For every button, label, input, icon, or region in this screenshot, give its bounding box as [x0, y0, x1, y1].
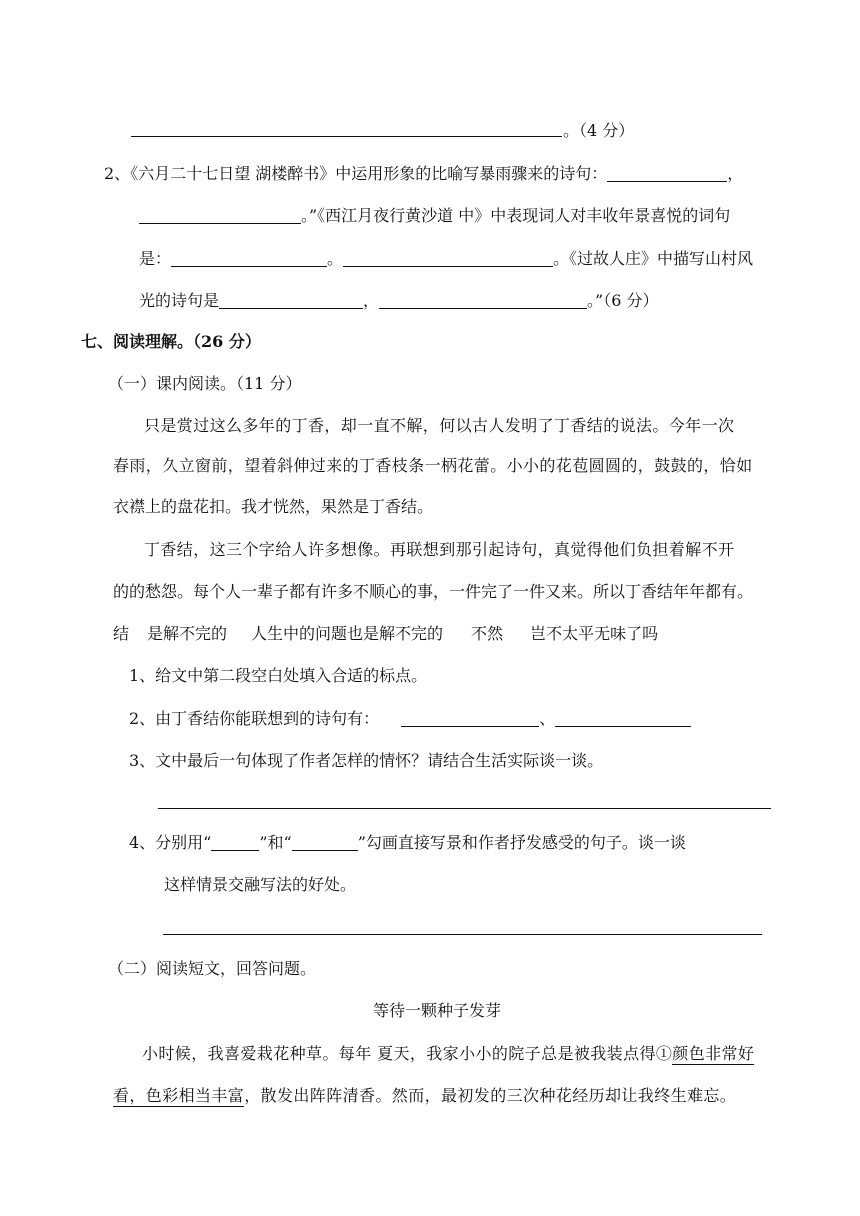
answer-blank[interactable]: [171, 250, 327, 267]
underline-sample: [211, 834, 259, 851]
part-1-question-2: [129, 708, 691, 730]
question-text: 。”（6 分）: [587, 291, 659, 310]
question-text: 。”《西江月夜行黄沙道 中》中表现词人对丰收年景喜悦的词句: [301, 206, 731, 225]
question-2-line-3: [139, 248, 753, 270]
question-text: ”和“: [259, 833, 292, 852]
answer-blank[interactable]: [343, 250, 553, 267]
part-1-title: （一）课内阅读。（11 分）: [108, 374, 302, 393]
question-text: 。《过故人庄》中描写山村风: [553, 249, 754, 268]
gap-text: 人生中的问题也是解不完的: [251, 624, 444, 643]
part-1-question-4-line-2: 这样情景交融写法的好处。: [164, 875, 357, 894]
gap-text: 结: [113, 624, 130, 643]
punct: 。: [327, 249, 344, 268]
question-text: 是：: [139, 249, 172, 268]
section-title: 七、阅读理解。（26 分）: [81, 332, 261, 351]
annotation-mark: ①: [655, 1044, 673, 1063]
question-text: ”勾画直接写景和作者抒发感受的句子。谈一谈: [357, 833, 686, 852]
question-text: 光的诗句是: [139, 291, 220, 310]
passage-line: 衣襟上的盘花扣。我才恍然，果然是丁香结。: [113, 497, 434, 516]
part-1-question-1: 1、给文中第二段空白处填入合适的标点。: [129, 666, 428, 685]
score-text: 。（4 分）: [563, 121, 635, 140]
underlined-phrase: 看，色彩相当丰富: [113, 1086, 245, 1105]
answer-blank[interactable]: [401, 710, 539, 727]
story-text: ，散发出阵阵清香。然而，最初发的三次种花经历却让我终生难忘。: [244, 1086, 737, 1105]
passage-line: 只是赏过这么多年的丁香，却一直不解，何以古人发明了丁香结的说法。今年一次: [144, 416, 735, 435]
gap-text: 是解不完的: [147, 624, 228, 643]
question-2-line-2: [139, 205, 730, 227]
gap-text: 岂不太平无味了吗: [530, 624, 659, 643]
passage-line: 的的愁怨。每个人一辈子都有许多不顺心的事，一件完了一件又来。所以丁香结年年都有。: [113, 582, 754, 601]
answer-line[interactable]: [131, 136, 562, 137]
question-text: 4、分别用“: [129, 833, 212, 852]
answer-line[interactable]: [158, 808, 771, 809]
answer-blank[interactable]: [219, 292, 363, 309]
punct: ，: [727, 164, 744, 183]
question-text: 《六月二十七日望 湖楼醉书》中运用形象的比喻写暴雨骤来的诗句：: [130, 164, 608, 183]
story-text: 小时候，我喜爱栽花种草。每年 夏天，我家小小的院子总是被我装点得: [142, 1044, 656, 1063]
answer-blank[interactable]: [555, 710, 691, 727]
story-line: [113, 1085, 736, 1107]
part-2-title: （二）阅读短文，回答问题。: [108, 959, 317, 978]
passage-gap-line: [113, 623, 658, 645]
question-2-line-1: [104, 163, 743, 185]
answer-blank[interactable]: [139, 207, 301, 224]
answer-line[interactable]: [163, 934, 762, 935]
underlined-phrase: 颜色非常好: [672, 1044, 755, 1063]
passage-line: 春雨，久立窗前，望着斜伸过来的丁香枝条一柄花蕾。小小的花苞圆圆的，鼓鼓的，恰如: [113, 456, 753, 475]
question-number: 2、: [104, 164, 131, 183]
story-line: [142, 1043, 754, 1065]
part-1-question-3: 3、文中最后一句体现了作者怎样的情怀？请结合生活实际谈一谈。: [129, 751, 604, 770]
punct: 、: [539, 709, 556, 728]
punct: ，: [363, 291, 380, 310]
question-2-line-4: [139, 290, 658, 312]
part-1-question-4: [129, 832, 686, 854]
answer-blank[interactable]: [379, 292, 587, 309]
gap-text: 不然: [471, 624, 504, 643]
question-text: 2、由丁香结你能联想到的诗句有：: [129, 709, 380, 728]
answer-blank[interactable]: [607, 165, 727, 182]
underline-sample: [292, 834, 358, 851]
passage-line: 丁香结，这三个字给人许多想像。再联想到那引起诗句，真觉得他们负担着解不开: [144, 540, 735, 559]
story-title: 等待一颗种子发芽: [373, 1001, 502, 1020]
